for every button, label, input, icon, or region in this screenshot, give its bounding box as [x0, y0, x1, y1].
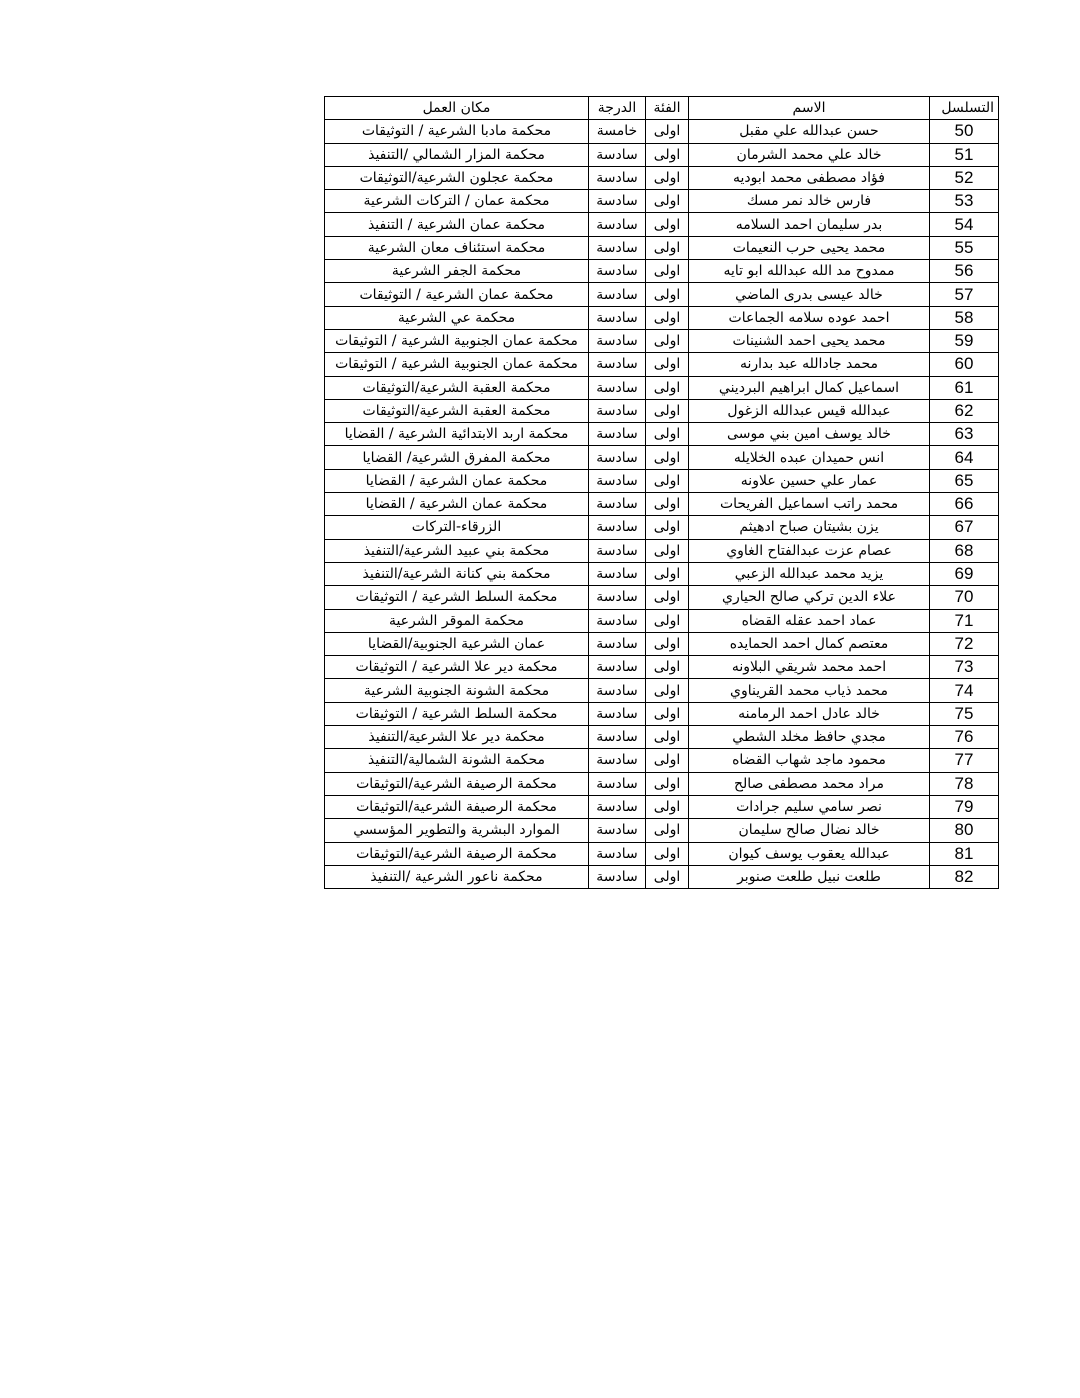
cell-seq: 65	[930, 469, 999, 492]
table-row	[325, 260, 999, 283]
header-name: الاسم	[689, 97, 930, 120]
cell-grade: سادسة	[589, 166, 646, 189]
cell-seq: 64	[930, 446, 999, 469]
cell-grade: سادسة	[589, 213, 646, 236]
cell-seq: 56	[930, 260, 999, 283]
cell-category: اولى	[646, 143, 689, 166]
cell-category: اولى	[646, 236, 689, 259]
cell-workplace: محكمة عمان الجنوبية الشرعية / التوثيقات	[325, 329, 589, 352]
cell-seq: 70	[930, 586, 999, 609]
cell-name: عبدالله قيس عبدالله الزغول	[689, 399, 930, 422]
cell-seq: 81	[930, 842, 999, 865]
cell-workplace: محكمة الشونة الجنوبية الشرعية	[325, 679, 589, 702]
cell-seq: 80	[930, 819, 999, 842]
table-row	[325, 609, 999, 632]
table-row	[325, 632, 999, 655]
cell-seq: 62	[930, 399, 999, 422]
cell-seq: 77	[930, 749, 999, 772]
cell-name: معتصم كمال احمد الحمايده	[689, 632, 930, 655]
table-row	[325, 865, 999, 888]
cell-workplace: محكمة العقبة الشرعية/التوثيقات	[325, 399, 589, 422]
cell-workplace: محكمة السلط الشرعية / التوثيقات	[325, 702, 589, 725]
cell-seq: 76	[930, 726, 999, 749]
table-row	[325, 306, 999, 329]
cell-category: اولى	[646, 190, 689, 213]
cell-workplace: محكمة السلط الشرعية / التوثيقات	[325, 586, 589, 609]
cell-name: فارس خالد نمر مسك	[689, 190, 930, 213]
table-row	[325, 399, 999, 422]
cell-category: اولى	[646, 819, 689, 842]
cell-workplace: محكمة عمان الشرعية / القضايا	[325, 493, 589, 516]
cell-seq: 60	[930, 353, 999, 376]
cell-category: اولى	[646, 865, 689, 888]
cell-name: محمد يحيى احمد الشنينات	[689, 329, 930, 352]
cell-name: محمد راتب اسماعيل الفريحات	[689, 493, 930, 516]
table-row	[325, 562, 999, 585]
cell-category: اولى	[646, 376, 689, 399]
cell-name: خالد يوسف امين بني موسى	[689, 423, 930, 446]
cell-category: اولى	[646, 166, 689, 189]
cell-grade: سادسة	[589, 236, 646, 259]
cell-workplace: محكمة الموقر الشرعية	[325, 609, 589, 632]
cell-grade: سادسة	[589, 143, 646, 166]
header-workplace: مكان العمل	[325, 97, 589, 120]
table-row	[325, 493, 999, 516]
cell-seq: 58	[930, 306, 999, 329]
header-category: الفئة	[646, 97, 689, 120]
cell-seq: 68	[930, 539, 999, 562]
cell-grade: سادسة	[589, 842, 646, 865]
cell-seq: 75	[930, 702, 999, 725]
cell-category: اولى	[646, 213, 689, 236]
cell-seq: 50	[930, 120, 999, 143]
table-row	[325, 842, 999, 865]
cell-grade: سادسة	[589, 446, 646, 469]
table-row	[325, 679, 999, 702]
cell-grade: سادسة	[589, 190, 646, 213]
cell-category: اولى	[646, 702, 689, 725]
cell-seq: 59	[930, 329, 999, 352]
cell-grade: سادسة	[589, 399, 646, 422]
cell-workplace: محكمة بني عبيد الشرعية/التنفيذ	[325, 539, 589, 562]
cell-grade: سادسة	[589, 329, 646, 352]
cell-seq: 52	[930, 166, 999, 189]
cell-seq: 53	[930, 190, 999, 213]
cell-workplace: محكمة الرصيفة الشرعية/التوثيقات	[325, 772, 589, 795]
table-row	[325, 283, 999, 306]
cell-category: اولى	[646, 772, 689, 795]
cell-seq: 67	[930, 516, 999, 539]
cell-workplace: محكمة عي الشرعية	[325, 306, 589, 329]
cell-grade: سادسة	[589, 423, 646, 446]
cell-category: اولى	[646, 656, 689, 679]
cell-category: اولى	[646, 632, 689, 655]
cell-category: اولى	[646, 609, 689, 632]
table-row	[325, 749, 999, 772]
cell-category: اولى	[646, 283, 689, 306]
cell-workplace: الموارد البشرية والتطوير المؤسسي	[325, 819, 589, 842]
table-row	[325, 353, 999, 376]
table-row	[325, 795, 999, 818]
cell-seq: 79	[930, 795, 999, 818]
table-row	[325, 656, 999, 679]
cell-category: اولى	[646, 679, 689, 702]
cell-seq: 69	[930, 562, 999, 585]
cell-category: اولى	[646, 586, 689, 609]
table-row	[325, 120, 999, 143]
table-row	[325, 726, 999, 749]
table-row	[325, 166, 999, 189]
cell-name: حسن عبدالله علي مقبل	[689, 120, 930, 143]
cell-grade: سادسة	[589, 469, 646, 492]
cell-grade: سادسة	[589, 865, 646, 888]
cell-category: اولى	[646, 493, 689, 516]
cell-category: اولى	[646, 423, 689, 446]
cell-grade: سادسة	[589, 819, 646, 842]
cell-name: علاء الدين تركي صالح الحياري	[689, 586, 930, 609]
cell-grade: سادسة	[589, 562, 646, 585]
cell-grade: سادسة	[589, 632, 646, 655]
cell-category: اولى	[646, 353, 689, 376]
header-grade: الدرجة	[589, 97, 646, 120]
table-row	[325, 376, 999, 399]
cell-workplace: محكمة استئناف معان الشرعية	[325, 236, 589, 259]
cell-name: عصام عزت عبدالفتاح الغاوي	[689, 539, 930, 562]
cell-category: اولى	[646, 539, 689, 562]
cell-name: احمد عوده سلامه الجماعات	[689, 306, 930, 329]
cell-name: يزيد محمد عبدالله الزعبي	[689, 562, 930, 585]
cell-name: محمد ذياب محمد القريناوي	[689, 679, 930, 702]
cell-seq: 61	[930, 376, 999, 399]
cell-workplace: محكمة عمان / التركات الشرعية	[325, 190, 589, 213]
cell-name: انس حميدان عبده الخلايله	[689, 446, 930, 469]
cell-name: خالد عيسى بدرى الماضي	[689, 283, 930, 306]
table-header-row	[325, 97, 999, 120]
table-row	[325, 702, 999, 725]
cell-category: اولى	[646, 795, 689, 818]
cell-workplace: الزرقاء-التركات	[325, 516, 589, 539]
cell-category: اولى	[646, 260, 689, 283]
cell-name: احمد محمد شريقي البلاونه	[689, 656, 930, 679]
cell-grade: سادسة	[589, 609, 646, 632]
table-row	[325, 446, 999, 469]
table-row	[325, 190, 999, 213]
cell-seq: 82	[930, 865, 999, 888]
cell-grade: سادسة	[589, 656, 646, 679]
table-row	[325, 213, 999, 236]
cell-grade: سادسة	[589, 795, 646, 818]
cell-name: خالد عادل احمد الرمامنه	[689, 702, 930, 725]
cell-name: محمد جادالله عبد بدارنه	[689, 353, 930, 376]
cell-name: نصر سامي سليم جرادات	[689, 795, 930, 818]
cell-category: اولى	[646, 749, 689, 772]
cell-workplace: محكمة اربد الابتدائية الشرعية / القضايا	[325, 423, 589, 446]
cell-grade: سادسة	[589, 772, 646, 795]
cell-category: اولى	[646, 516, 689, 539]
cell-name: خالد نضال صالح سليمان	[689, 819, 930, 842]
cell-name: خالد علي محمد الشرمان	[689, 143, 930, 166]
cell-workplace: محكمة عمان الشرعية / القضايا	[325, 469, 589, 492]
cell-workplace: محكمة عجلون الشرعية/التوثيقات	[325, 166, 589, 189]
cell-name: فؤاد مصطفى محمد ابوديه	[689, 166, 930, 189]
cell-grade: سادسة	[589, 539, 646, 562]
cell-name: عماد احمد عقله القضاه	[689, 609, 930, 632]
cell-name: ممدوح مد الله عبدالله ابو تايه	[689, 260, 930, 283]
cell-workplace: محكمة بني كنانة الشرعية/التنفيذ	[325, 562, 589, 585]
cell-workplace: محكمة العقبة الشرعية/التوثيقات	[325, 376, 589, 399]
cell-grade: سادسة	[589, 376, 646, 399]
cell-seq: 66	[930, 493, 999, 516]
cell-workplace: محكمة عمان الشرعية / التوثيقات	[325, 283, 589, 306]
employee-table-container	[324, 96, 994, 889]
cell-category: اولى	[646, 726, 689, 749]
cell-category: اولى	[646, 329, 689, 352]
table-row	[325, 236, 999, 259]
cell-seq: 55	[930, 236, 999, 259]
cell-workplace: محكمة دير علا الشرعية / التوثيقات	[325, 656, 589, 679]
cell-category: اولى	[646, 446, 689, 469]
table-row	[325, 469, 999, 492]
cell-grade: خامسة	[589, 120, 646, 143]
cell-seq: 74	[930, 679, 999, 702]
cell-grade: سادسة	[589, 726, 646, 749]
cell-category: اولى	[646, 469, 689, 492]
cell-grade: سادسة	[589, 283, 646, 306]
cell-name: عبدالله يعقوب يوسف كيوان	[689, 842, 930, 865]
cell-name: محمود ماجد شهاب القضاه	[689, 749, 930, 772]
cell-category: اولى	[646, 562, 689, 585]
table-row	[325, 586, 999, 609]
cell-grade: سادسة	[589, 749, 646, 772]
cell-workplace: محكمة عمان الشرعية / التنفيذ	[325, 213, 589, 236]
cell-grade: سادسة	[589, 586, 646, 609]
cell-name: يزن بشيتان صباح ادهيثم	[689, 516, 930, 539]
cell-category: اولى	[646, 399, 689, 422]
cell-category: اولى	[646, 120, 689, 143]
table-body	[325, 120, 999, 889]
cell-grade: سادسة	[589, 353, 646, 376]
cell-workplace: محكمة دير علا الشرعية/التنفيذ	[325, 726, 589, 749]
cell-grade: سادسة	[589, 306, 646, 329]
cell-workplace: محكمة المزار الشمالي /التنفيذ	[325, 143, 589, 166]
employee-table	[324, 96, 999, 889]
cell-name: بدر سليمان احمد السلامه	[689, 213, 930, 236]
cell-name: اسماعيل كمال ابراهيم البرديني	[689, 376, 930, 399]
cell-seq: 57	[930, 283, 999, 306]
cell-workplace: محكمة مادبا الشرعية / التوثيقات	[325, 120, 589, 143]
cell-seq: 73	[930, 656, 999, 679]
table-row	[325, 516, 999, 539]
table-row	[325, 329, 999, 352]
cell-workplace: محكمة الجفر الشرعية	[325, 260, 589, 283]
cell-workplace: محكمة المفرق الشرعية/ القضايا	[325, 446, 589, 469]
table-row	[325, 143, 999, 166]
table-row	[325, 772, 999, 795]
cell-name: مراد محمد مصطفى صالح	[689, 772, 930, 795]
table-row	[325, 539, 999, 562]
cell-seq: 78	[930, 772, 999, 795]
cell-workplace: محكمة الرصيفة الشرعية/التوثيقات	[325, 842, 589, 865]
table-row	[325, 423, 999, 446]
cell-workplace: عمان الشرعية الجنوبية/القضايا	[325, 632, 589, 655]
cell-grade: سادسة	[589, 702, 646, 725]
table-row	[325, 819, 999, 842]
cell-grade: سادسة	[589, 516, 646, 539]
cell-name: محمد يحيى حرب النعيمات	[689, 236, 930, 259]
cell-name: مجدي حافظ مخلد الشطي	[689, 726, 930, 749]
cell-workplace: محكمة عمان الجنوبية الشرعية / التوثيقات	[325, 353, 589, 376]
cell-name: طلعت نبيل طلعت صنوبر	[689, 865, 930, 888]
cell-seq: 51	[930, 143, 999, 166]
cell-workplace: محكمة الرصيفة الشرعية/التوثيقات	[325, 795, 589, 818]
cell-workplace: محكمة ناعور الشرعية /التنفيذ	[325, 865, 589, 888]
cell-category: اولى	[646, 306, 689, 329]
cell-grade: سادسة	[589, 493, 646, 516]
cell-seq: 72	[930, 632, 999, 655]
cell-grade: سادسة	[589, 260, 646, 283]
cell-category: اولى	[646, 842, 689, 865]
cell-seq: 71	[930, 609, 999, 632]
header-seq: التسلسل	[930, 97, 999, 120]
cell-seq: 54	[930, 213, 999, 236]
cell-seq: 63	[930, 423, 999, 446]
cell-grade: سادسة	[589, 679, 646, 702]
cell-workplace: محكمة الشونة الشمالية/التنفيذ	[325, 749, 589, 772]
cell-name: عمار علي حسين علاونه	[689, 469, 930, 492]
